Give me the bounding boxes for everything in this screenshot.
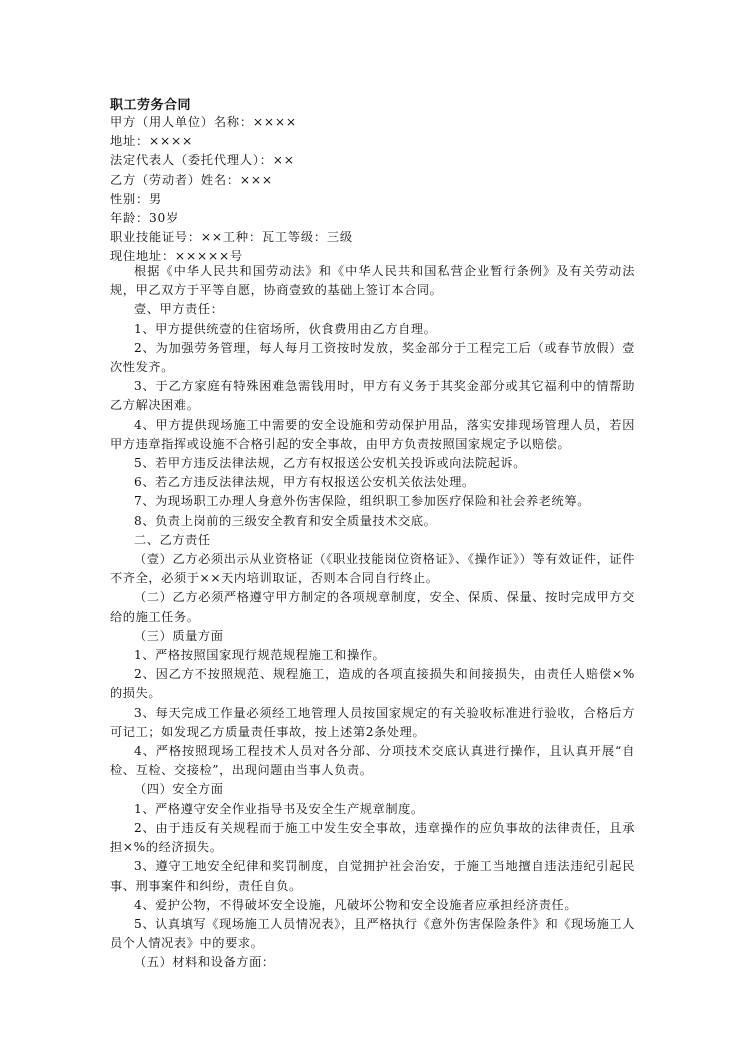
party-b-address: 现住地址：×××××号 [110, 249, 243, 264]
clause: 3、于乙方家庭有特殊困难急需钱用时，甲方有义务于其奖金部分或其它福利中的情帮助乙方解决困难。 [110, 379, 635, 413]
subsection-heading-quality: （三）质量方面 [134, 628, 224, 643]
contract-body [110, 262, 635, 973]
clause: 3、遵守工地安全纪律和奖罚制度，自觉拥护社会治安，于施工当地擅自违法违纪引起民事、刑事案件和纠纷，责任自负。 [110, 859, 635, 893]
section-heading-party-b: 二、乙方责任 [134, 532, 211, 547]
clause: 7、为现场职工办理人身意外伤害保险，组织职工参加医疗保险和社会养老统筹。 [134, 494, 590, 509]
clause: 2、为加强劳务管理，每人每月工资按时发放，奖金部分于工程完工后（或春节放假）壹次性发齐。 [110, 340, 635, 375]
clause: 1、严格遵守安全作业指导书及安全生产规章制度。 [134, 801, 424, 816]
section-heading-party-a: 壹、甲方责任： [134, 302, 224, 317]
party-info [110, 113, 650, 267]
clause: 5、若甲方违反法律法规，乙方有权报送公安机关投诉或向法院起诉。 [134, 456, 526, 471]
clause: 4、爱护公物，不得破坏安全设施，凡破坏公物和安全设施者应承担经济责任。 [134, 897, 578, 912]
party-a-name: 甲方（用人单位）名称：×××× [110, 115, 297, 129]
party-b-name: 乙方（劳动者）姓名：××× [110, 172, 273, 187]
clause: 8、负责上岗前的三级安全教育和安全质量技术交底。 [134, 513, 437, 528]
clause: 4、甲方提供现场施工中需要的安全设施和劳动保护用品，落实安排现场管理人员，若因甲方违章指挥或设施不合格引起的安全事故，由甲方负责按照国家规定予以赔偿。 [110, 417, 635, 451]
clause: 4、严格按照现场工程技术人员对各分部、分项技术交底认真进行操作，且认真开展“自检、互检、交接检”，出现问题由当事人负责。 [110, 744, 635, 778]
clause: 1、严格按照国家现行规范规程施工和操作。 [134, 648, 386, 663]
clause: 1、甲方提供统壹的住宿场所，伙食费用由乙方自理。 [134, 321, 437, 336]
clause: 3、每天完成工作量必须经工地管理人员按国家规定的有关验收标准进行验收，合格后方可记工；如发现乙方质量责任事故，按上述第2条处理。 [110, 705, 635, 739]
legal-representative: 法定代表人（委托代理人）：×× [110, 153, 295, 168]
clause: 2、因乙方不按照规范、规程施工，造成的各项直接损失和间接损失，由责任人赔偿×%的损失。 [110, 667, 635, 701]
clause: 2、由于违反有关规程而于施工中发生安全事故，违章操作的应负事故的法律责任，且承担×%的经济损失。 [110, 820, 635, 855]
preamble: 根据《中华人民共和国劳动法》和《中华人民共和国私营企业暂行条例》及有关劳动法规，甲乙双方于平等自愿，协商壹致的基础上签订本合同。 [110, 264, 635, 298]
party-b-gender: 性别：男 [110, 191, 162, 206]
party-b-skill-cert: 职业技能证号：××工种：瓦工等级：三级 [110, 230, 353, 245]
party-a-address: 地址：×××× [110, 134, 194, 149]
subsection-heading-materials: （五）材料和设备方面： [134, 955, 275, 970]
clause: （壹）乙方必须出示从业资格证（《职业技能岗位资格证》、《操作证》）等有效证件，证件不齐全，必须于××天内培训取证，否则本合同自行终止。 [110, 552, 635, 586]
contract-title: 职工劳务合同 [110, 98, 192, 113]
clause: 6、若乙方违反法律法规，甲方有权报送公安机关依法处理。 [134, 475, 475, 490]
party-b-age: 年龄：30岁 [110, 210, 180, 225]
clause: 5、认真填写《现场施工人员情况表》，且严格执行《意外伤害保险条件》和《现场施工人员个人情况表》中的要求。 [110, 916, 635, 951]
subsection-heading-safety: （四）安全方面 [134, 782, 224, 797]
clause: （二）乙方必须严格遵守甲方制定的各项规章制度，安全、保质、保量、按时完成甲方交给的施工任务。 [110, 590, 635, 624]
